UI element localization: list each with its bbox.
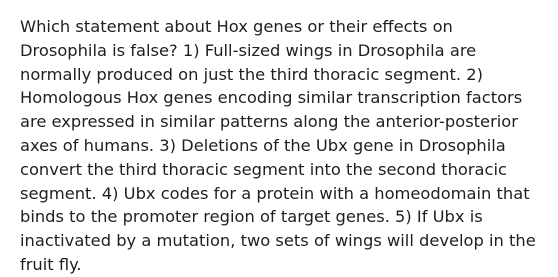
question-text: Which statement about Hox genes or their effects on Drosophila is false? 1) Full-sized wings in Drosophila are normally produced on just the third thoracic segment. 2) Homologous Hox genes encoding similar transcription factors are expressed in similar patterns along the anterior-posterior axes of humans. 3) Deletions of the Ubx gene in Drosophila convert the third thoracic segment into the second thoracic segment. 4) Ubx codes for a protein with a homeodomain that binds to the promoter region of target genes. 5) If Ubx is inactivated by a mutation, two sets of wings will develop in the fruit fly. bbox=[20, 17, 536, 274]
